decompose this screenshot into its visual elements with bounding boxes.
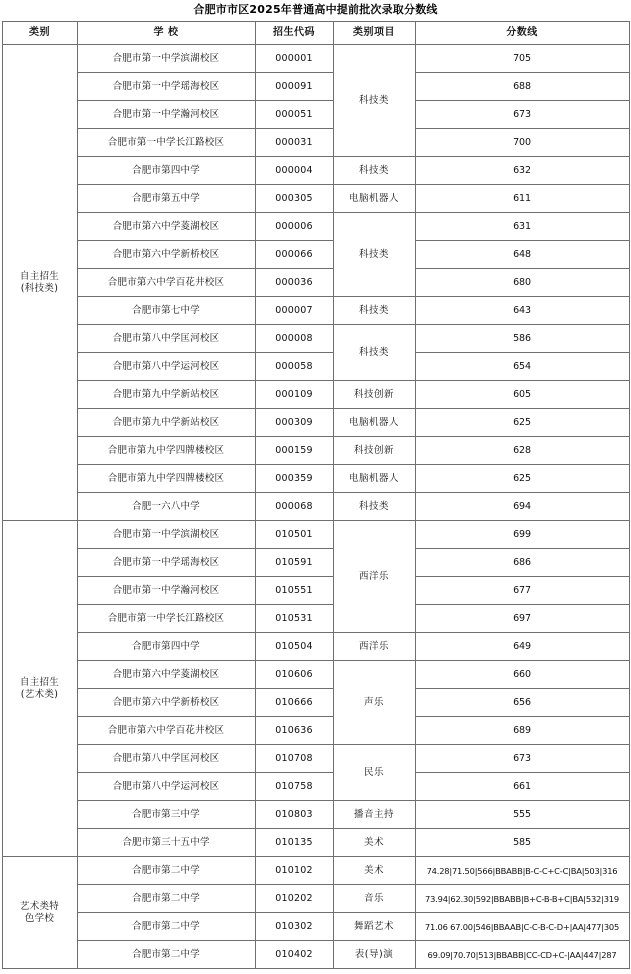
score-line-cell: 660 (415, 661, 629, 689)
admission-code-cell: 010504 (255, 633, 333, 661)
score-line-cell: 611 (415, 185, 629, 213)
score-line-cell: 649 (415, 633, 629, 661)
admission-code-cell: 000008 (255, 325, 333, 353)
admission-code-cell: 000031 (255, 129, 333, 157)
category-item-cell: 民乐 (333, 745, 415, 801)
score-line-cell: 643 (415, 297, 629, 325)
category-label-line2: 色学校 (24, 912, 55, 924)
table-row (2, 885, 629, 913)
school-name-cell: 合肥市第六中学新桥校区 (77, 689, 255, 717)
school-name-cell: 合肥市第六中学百花井校区 (77, 717, 255, 745)
score-line-cell: 585 (415, 829, 629, 857)
table-row (2, 605, 629, 633)
admission-code-cell: 010803 (255, 801, 333, 829)
table-row (2, 941, 629, 969)
admission-code-cell: 000058 (255, 353, 333, 381)
category-item-cell: 表(导)演 (333, 941, 415, 969)
table-row (2, 829, 629, 857)
admission-code-cell: 000305 (255, 185, 333, 213)
table-row (2, 745, 629, 773)
score-line-cell: 632 (415, 157, 629, 185)
table-row (2, 269, 629, 297)
column-header-code: 招生代码 (255, 22, 333, 45)
admission-code-cell: 010202 (255, 885, 333, 913)
school-name-cell: 合肥市第九中学新站校区 (77, 381, 255, 409)
admission-code-cell: 000359 (255, 465, 333, 493)
page-title: 合肥市市区2025年普通高中提前批次录取分数线 (193, 3, 438, 16)
school-name-cell: 合肥市第二中学 (77, 913, 255, 941)
admission-code-cell: 010402 (255, 941, 333, 969)
admission-code-cell: 010531 (255, 605, 333, 633)
score-line-cell: 686 (415, 549, 629, 577)
score-line-cell: 605 (415, 381, 629, 409)
table-row (2, 577, 629, 605)
school-name-cell: 合肥市第一中学长江路校区 (77, 129, 255, 157)
score-line-cell: 69.09|70.70|513|BBABB|CC-CD+C-|AA|447|287 (415, 941, 629, 969)
category-cell (2, 45, 77, 521)
admission-code-cell: 000309 (255, 409, 333, 437)
admission-code-cell: 000068 (255, 493, 333, 521)
score-line-cell: 688 (415, 73, 629, 101)
category-item-cell: 美术 (333, 829, 415, 857)
score-line-cell: 73.94|62.30|592|BBABB|B+C-B-B+C|BA|532|319 (415, 885, 629, 913)
category-item-cell: 科技类 (333, 45, 415, 157)
admission-code-cell: 000091 (255, 73, 333, 101)
school-name-cell: 合肥市第九中学四牌楼校区 (77, 465, 255, 493)
admission-code-cell: 010551 (255, 577, 333, 605)
admission-code-cell: 010636 (255, 717, 333, 745)
school-name-cell: 合肥市第八中学运河校区 (77, 353, 255, 381)
category-item-cell: 电脑机器人 (333, 185, 415, 213)
category-item-cell: 电脑机器人 (333, 409, 415, 437)
admission-code-cell: 010666 (255, 689, 333, 717)
table-row (2, 409, 629, 437)
score-line-cell: 673 (415, 101, 629, 129)
table-row (2, 101, 629, 129)
score-line-cell: 625 (415, 409, 629, 437)
table-row (2, 157, 629, 185)
school-name-cell: 合肥市第八中学匡河校区 (77, 325, 255, 353)
table-header (2, 22, 629, 45)
school-name-cell: 合肥市第一中学瑶海校区 (77, 549, 255, 577)
table-row (2, 549, 629, 577)
school-name-cell: 合肥一六八中学 (77, 493, 255, 521)
category-item-cell: 科技类 (333, 493, 415, 521)
score-line-cell: 661 (415, 773, 629, 801)
score-line-cell: 555 (415, 801, 629, 829)
category-item-cell: 声乐 (333, 661, 415, 745)
category-item-cell: 西洋乐 (333, 521, 415, 633)
school-name-cell: 合肥市第六中学百花井校区 (77, 269, 255, 297)
table-row (2, 297, 629, 325)
school-name-cell: 合肥市第二中学 (77, 941, 255, 969)
category-item-cell: 电脑机器人 (333, 465, 415, 493)
category-label-line2: (艺术类) (20, 688, 59, 700)
admission-code-cell: 000036 (255, 269, 333, 297)
category-item-cell: 科技类 (333, 157, 415, 185)
school-name-cell: 合肥市第一中学瑶海校区 (77, 73, 255, 101)
score-line-cell: 74.28|71.50|566|BBABB|B-C-C+C-C|BA|503|316 (415, 857, 629, 885)
school-name-cell: 合肥市第三中学 (77, 801, 255, 829)
table-row (2, 465, 629, 493)
column-header-item: 类别项目 (333, 22, 415, 45)
admission-code-cell: 000051 (255, 101, 333, 129)
admission-code-cell: 000007 (255, 297, 333, 325)
table-header-row (2, 22, 629, 45)
school-name-cell: 合肥市第一中学瀚河校区 (77, 577, 255, 605)
table-row (2, 773, 629, 801)
score-line-cell: 631 (415, 213, 629, 241)
table-row (2, 129, 629, 157)
score-line-cell: 697 (415, 605, 629, 633)
category-item-cell: 播音主持 (333, 801, 415, 829)
score-line-cell: 628 (415, 437, 629, 465)
score-line-cell: 705 (415, 45, 629, 73)
admission-code-cell: 010102 (255, 857, 333, 885)
school-name-cell: 合肥市第六中学新桥校区 (77, 241, 255, 269)
school-name-cell: 合肥市第一中学滨湖校区 (77, 521, 255, 549)
admission-code-cell: 000159 (255, 437, 333, 465)
category-item-cell: 科技类 (333, 325, 415, 381)
table-row (2, 325, 629, 353)
category-label-line2: (科技类) (20, 282, 59, 294)
admission-code-cell: 010708 (255, 745, 333, 773)
admission-code-cell: 000001 (255, 45, 333, 73)
school-name-cell: 合肥市第四中学 (77, 633, 255, 661)
category-item-cell: 音乐 (333, 885, 415, 913)
admission-code-cell: 000006 (255, 213, 333, 241)
school-name-cell: 合肥市第七中学 (77, 297, 255, 325)
table-row (2, 45, 629, 73)
admission-code-cell: 000066 (255, 241, 333, 269)
school-name-cell: 合肥市第九中学四牌楼校区 (77, 437, 255, 465)
table-row (2, 689, 629, 717)
table-row (2, 437, 629, 465)
table-row (2, 857, 629, 885)
score-line-cell: 694 (415, 493, 629, 521)
category-item-cell: 西洋乐 (333, 633, 415, 661)
table-row (2, 913, 629, 941)
school-name-cell: 合肥市第九中学新站校区 (77, 409, 255, 437)
admission-code-cell: 010758 (255, 773, 333, 801)
school-name-cell: 合肥市第二中学 (77, 885, 255, 913)
school-name-cell: 合肥市第八中学匡河校区 (77, 745, 255, 773)
score-line-cell: 654 (415, 353, 629, 381)
table-row (2, 73, 629, 101)
table-row (2, 241, 629, 269)
score-line-cell: 680 (415, 269, 629, 297)
table-body (2, 45, 629, 969)
category-cell (2, 521, 77, 857)
category-item-cell: 舞蹈艺术 (333, 913, 415, 941)
school-name-cell: 合肥市第五中学 (77, 185, 255, 213)
column-header-category: 类别 (2, 22, 77, 45)
column-header-score: 分数线 (415, 22, 629, 45)
score-line-cell: 586 (415, 325, 629, 353)
table-row (2, 493, 629, 521)
school-name-cell: 合肥市第三十五中学 (77, 829, 255, 857)
school-name-cell: 合肥市第六中学菱湖校区 (77, 661, 255, 689)
table-row (2, 801, 629, 829)
column-header-school: 学 校 (77, 22, 255, 45)
school-name-cell: 合肥市第一中学瀚河校区 (77, 101, 255, 129)
school-name-cell: 合肥市第八中学运河校区 (77, 773, 255, 801)
table-row (2, 353, 629, 381)
table-row (2, 633, 629, 661)
admission-code-cell: 010606 (255, 661, 333, 689)
table-row (2, 521, 629, 549)
score-line-cell: 656 (415, 689, 629, 717)
school-name-cell: 合肥市第二中学 (77, 857, 255, 885)
school-name-cell: 合肥市第四中学 (77, 157, 255, 185)
school-name-cell: 合肥市第一中学长江路校区 (77, 605, 255, 633)
admission-code-cell: 010501 (255, 521, 333, 549)
score-line-cell: 700 (415, 129, 629, 157)
score-line-cell: 648 (415, 241, 629, 269)
category-item-cell: 科技类 (333, 297, 415, 325)
table-row (2, 661, 629, 689)
score-line-cell: 673 (415, 745, 629, 773)
category-item-cell: 美术 (333, 857, 415, 885)
category-item-cell: 科技创新 (333, 437, 415, 465)
category-item-cell: 科技类 (333, 213, 415, 297)
category-label-line1: 自主招生 (19, 676, 60, 688)
score-line-cell: 625 (415, 465, 629, 493)
admission-code-cell: 000109 (255, 381, 333, 409)
table-row (2, 185, 629, 213)
score-line-cell: 71.06 67.00|546|BBAAB|C-C-B-C-D+|AA|477|305 (415, 913, 629, 941)
category-cell (2, 857, 77, 969)
table-row (2, 213, 629, 241)
admission-score-table (2, 21, 630, 969)
table-row (2, 381, 629, 409)
admission-code-cell: 010302 (255, 913, 333, 941)
school-name-cell: 合肥市第一中学滨湖校区 (77, 45, 255, 73)
school-name-cell: 合肥市第六中学菱湖校区 (77, 213, 255, 241)
category-item-cell: 科技创新 (333, 381, 415, 409)
score-line-cell: 677 (415, 577, 629, 605)
admission-code-cell: 000004 (255, 157, 333, 185)
score-line-cell: 699 (415, 521, 629, 549)
category-label-line1: 自主招生 (19, 270, 60, 282)
table-row (2, 717, 629, 745)
score-line-cell: 689 (415, 717, 629, 745)
category-label-line1: 艺术类特 (19, 900, 60, 912)
admission-code-cell: 010135 (255, 829, 333, 857)
admission-code-cell: 010591 (255, 549, 333, 577)
